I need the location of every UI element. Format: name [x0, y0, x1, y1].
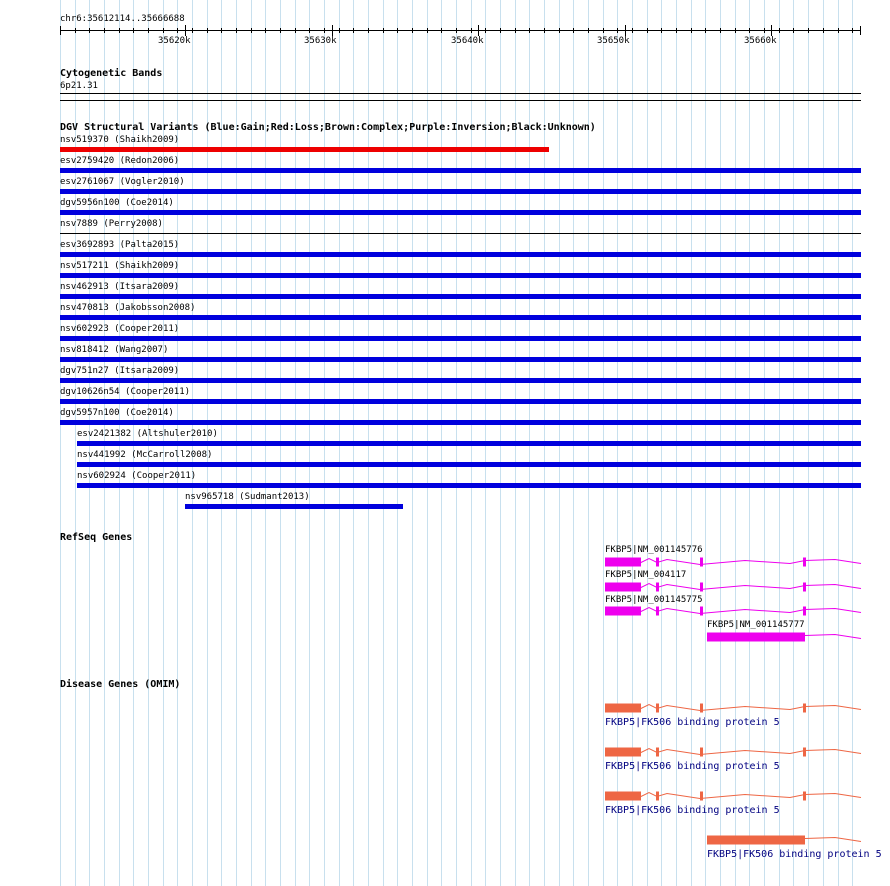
ruler-tick-label: 35620k [158, 36, 191, 46]
gene-exon [656, 748, 659, 757]
dgv-variant-label[interactable]: esv2759420 (Redon2006) [60, 156, 180, 166]
gene-intron-line [605, 793, 861, 799]
gene-exon [707, 836, 805, 845]
gene-exon [700, 792, 703, 801]
refseq-gene-label[interactable]: FKBP5|NM_001145776 [605, 545, 703, 555]
gene-exon [803, 792, 806, 801]
dgv-variant-label[interactable]: esv2421382 (Altshuler2010) [77, 429, 218, 439]
ruler-tick-label: 35640k [451, 36, 484, 46]
cytobands-title: Cytogenetic Bands [60, 68, 163, 79]
gene-intron-line [605, 749, 861, 755]
ruler-tick-label: 35660k [744, 36, 777, 46]
cytoband-label[interactable]: 6p21.31 [60, 81, 98, 91]
ruler-tick-label: 35650k [597, 36, 630, 46]
dgv-variant-label[interactable]: nsv602923 (Cooper2011) [60, 324, 180, 334]
dgv-variant-label[interactable]: dgv5956n100 (Coe2014) [60, 198, 174, 208]
dgv-variant-label[interactable]: dgv10626n54 (Cooper2011) [60, 387, 191, 397]
omim-gene-label[interactable]: FKBP5|FK506 binding protein 5 [707, 849, 882, 860]
gene-exon [605, 748, 641, 757]
ruler-position: chr6:35612114..35666688 [60, 14, 185, 24]
omim-title: Disease Genes (OMIM) [60, 679, 181, 690]
gene-exon [700, 748, 703, 757]
refseq-gene-label[interactable]: FKBP5|NM_001145777 [707, 620, 805, 630]
refseq-title: RefSeq Genes [60, 532, 133, 543]
ruler-tick-label: 35630k [304, 36, 337, 46]
omim-gene-label[interactable]: FKBP5|FK506 binding protein 5 [605, 761, 780, 772]
omim-gene-label[interactable]: FKBP5|FK506 binding protein 5 [605, 717, 780, 728]
dgv-variant-label[interactable]: esv3692893 (Palta2015) [60, 240, 180, 250]
dgv-variant-label[interactable]: nsv818412 (Wang2007) [60, 345, 169, 355]
gene-exon [605, 704, 641, 713]
dgv-variant-label[interactable]: nsv602924 (Cooper2011) [77, 471, 197, 481]
gene-exon [700, 704, 703, 713]
dgv-variant-label[interactable]: nsv965718 (Sudmant2013) [185, 492, 310, 502]
gene-exon [656, 704, 659, 713]
dgv-variant-label[interactable]: nsv462913 (Itsara2009) [60, 282, 180, 292]
dgv-variant-label[interactable]: dgv751n27 (Itsara2009) [60, 366, 180, 376]
dgv-variant-label[interactable]: dgv5957n100 (Coe2014) [60, 408, 174, 418]
dgv-title: DGV Structural Variants (Blue:Gain;Red:Loss;Brown:Complex;Purple:Inversion;Black:Unknown) [60, 122, 596, 133]
gene-exon [656, 792, 659, 801]
dgv-variant-label[interactable]: nsv470813 (Jakobsson2008) [60, 303, 196, 313]
omim-gene-label[interactable]: FKBP5|FK506 binding protein 5 [605, 805, 780, 816]
gene-exon [803, 748, 806, 757]
dgv-variant-label[interactable]: nsv441992 (McCarroll2008) [77, 450, 213, 460]
dgv-variant-label[interactable]: nsv7889 (Perry2008) [60, 219, 163, 229]
dgv-variant-label[interactable]: nsv519370 (Shaikh2009) [60, 135, 180, 145]
dgv-variant-label[interactable]: nsv517211 (Shaikh2009) [60, 261, 180, 271]
refseq-gene-label[interactable]: FKBP5|NM_004117 [605, 570, 687, 580]
gene-exon [803, 704, 806, 713]
gene-intron-line [605, 705, 861, 711]
refseq-gene-label[interactable]: FKBP5|NM_001145775 [605, 595, 703, 605]
dgv-variant-label[interactable]: esv2761067 (Vogler2010) [60, 177, 185, 187]
gene-exon [605, 792, 641, 801]
